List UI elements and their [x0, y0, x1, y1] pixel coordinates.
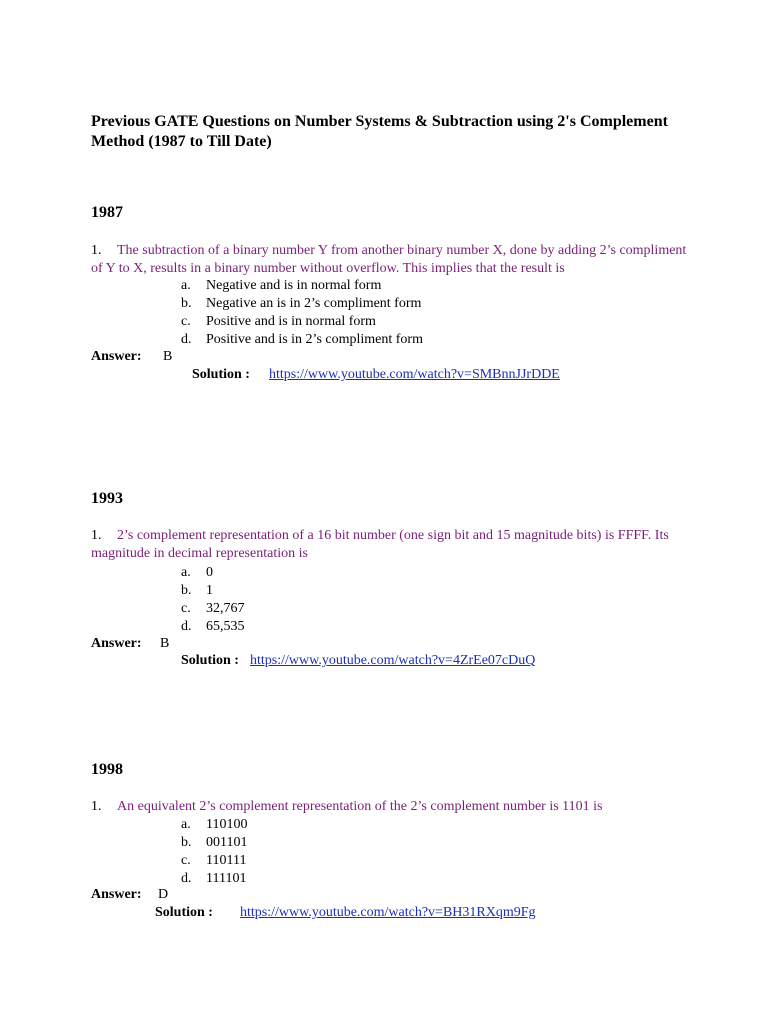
- answer-label: Answer:: [91, 887, 142, 902]
- document-title: Previous GATE Questions on Number Systems & Subtraction using 2's Complement Method (1987 to Till Date): [91, 113, 668, 150]
- solution-link[interactable]: https://www.youtube.com/watch?v=SMBnnJJrDDE: [269, 367, 560, 382]
- solution-link[interactable]: https://www.youtube.com/watch?v=BH31RXqm9Fg: [240, 905, 536, 920]
- answer-value: B: [163, 349, 173, 364]
- solution-row: [155, 905, 536, 921]
- option-a: a. Negative and is in normal form: [181, 278, 382, 293]
- answer-row: [91, 636, 169, 652]
- option-d: d. Positive and is in 2’s compliment form: [181, 332, 423, 347]
- question-text: 2’s complement representation of a 16 bit number (one sign bit and 15 magnitude bits) is FFFF. Its magnitude in decimal representation is: [91, 528, 669, 561]
- year-heading-1993: 1993: [91, 490, 123, 507]
- answer-label: Answer:: [91, 349, 142, 364]
- solution-link[interactable]: https://www.youtube.com/watch?v=4ZrEe07cDuQ: [250, 653, 536, 668]
- option-d: d. 111101: [181, 871, 247, 886]
- answer-label: Answer:: [91, 636, 142, 651]
- answer-row: [91, 349, 172, 365]
- option-b: b. 1: [181, 583, 213, 598]
- question-1993: [91, 527, 691, 563]
- question-text: The subtraction of a binary number Y from another binary number X, done by adding 2’s compliment of Y to X, results in a binary number without overflow. This implies that the result is: [91, 243, 687, 276]
- option-b: b. 001101: [181, 835, 248, 850]
- option-c: c. Positive and is in normal form: [181, 314, 376, 329]
- option-c: c. 32,767: [181, 601, 245, 616]
- solution-row: [192, 367, 560, 383]
- answer-value: B: [160, 636, 170, 651]
- question-text: An equivalent 2’s complement representation of the 2’s complement number is 1101 is: [117, 799, 603, 814]
- question-1987: [91, 242, 691, 278]
- question-number: 1.: [91, 243, 102, 258]
- option-c: c. 110111: [181, 853, 247, 868]
- solution-label: Solution :: [155, 905, 213, 920]
- option-a: a. 0: [181, 565, 213, 580]
- solution-label: Solution :: [192, 367, 250, 382]
- answer-row: [91, 887, 168, 903]
- answer-value: D: [158, 887, 169, 902]
- option-a: a. 110100: [181, 817, 248, 832]
- year-heading-1998: 1998: [91, 761, 123, 778]
- option-b: b. Negative an is in 2’s compliment form: [181, 296, 422, 311]
- year-heading-1987: 1987: [91, 204, 123, 221]
- question-number: 1.: [91, 528, 102, 543]
- solution-row: [181, 653, 535, 669]
- solution-label: Solution :: [181, 653, 239, 668]
- option-d: d. 65,535: [181, 619, 245, 634]
- question-number: 1.: [91, 799, 102, 814]
- question-1998: [91, 798, 691, 816]
